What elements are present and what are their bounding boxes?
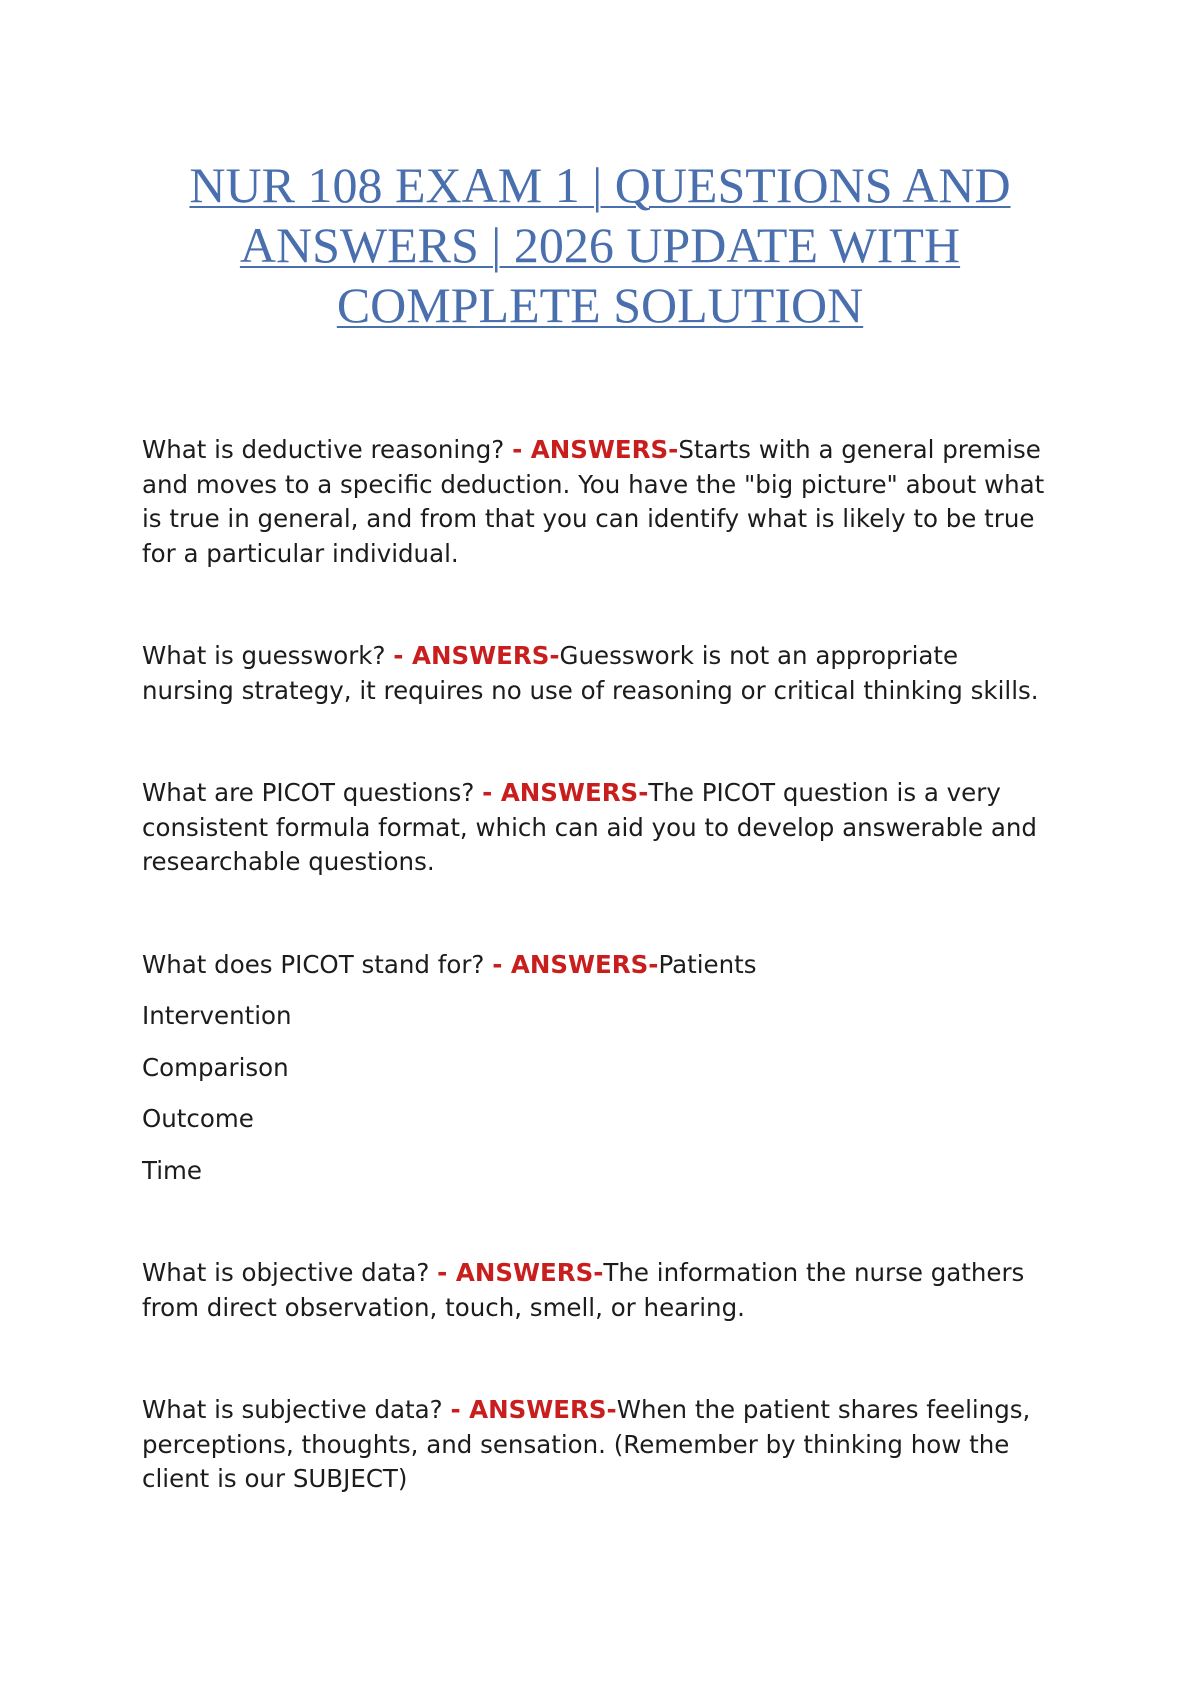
answers-marker: - ANSWERS- <box>437 1258 604 1287</box>
qa-item-picot-meaning <box>142 948 1057 1189</box>
qa-item-subjective-data <box>142 1393 1057 1497</box>
answer-line-comparison: Comparison <box>142 1052 289 1082</box>
answer-text: The information the nurse gathers from direct observation, touch, smell, or hearing. <box>142 1258 1025 1322</box>
answer-line-intervention: Intervention <box>142 1001 292 1030</box>
qa-item-objective-data <box>142 1256 1057 1325</box>
qa-first-line <box>142 948 1057 983</box>
answers-marker: - ANSWERS- <box>482 778 649 807</box>
answer-text: When the patient shares feelings, perceptions, thoughts, and sensation. (Remember by thinking how the client is our SUBJECT) <box>142 1395 1031 1493</box>
answers-marker: - ANSWERS- <box>512 435 679 464</box>
question-text: What is guesswork? <box>142 641 394 670</box>
question-text: What does PICOT stand for? <box>142 949 493 979</box>
answer-text: Patients <box>658 949 757 979</box>
question-text: What is subjective data? <box>142 1395 451 1424</box>
answers-marker: - ANSWERS- <box>450 1395 617 1424</box>
question-text: What are PICOT questions? <box>142 778 483 807</box>
qa-item-guesswork <box>142 639 1057 708</box>
qa-item-deductive-reasoning <box>142 433 1057 571</box>
question-text: What is deductive reasoning? <box>142 435 513 464</box>
answers-marker: - ANSWERS- <box>492 949 659 979</box>
answers-marker: - ANSWERS- <box>393 641 560 670</box>
answer-text: Starts with a general premise and moves to a specific deduction. You have the "big picture" about what is true in general, and from that you can identify what is likely to be true for a particular individual. <box>142 435 1045 568</box>
answer-text: The PICOT question is a very consistent formula format, which can aid you to develop answerable and researchable questions. <box>142 778 1037 876</box>
question-text: What is objective data? <box>142 1258 438 1287</box>
qa-item-picot-questions <box>142 776 1057 880</box>
answer-line-time: Time <box>142 1155 202 1185</box>
qa-list <box>142 433 1057 1497</box>
answer-line-outcome: Outcome <box>142 1104 254 1133</box>
document-title: NUR 108 EXAM 1 | QUESTIONS AND ANSWERS | 2026 UPDATE WITH COMPLETE SOLUTION <box>189 157 1011 333</box>
answer-text: Guesswork is not an appropriate nursing strategy, it requires no use of reasoning or critical thinking skills. <box>142 641 1039 705</box>
